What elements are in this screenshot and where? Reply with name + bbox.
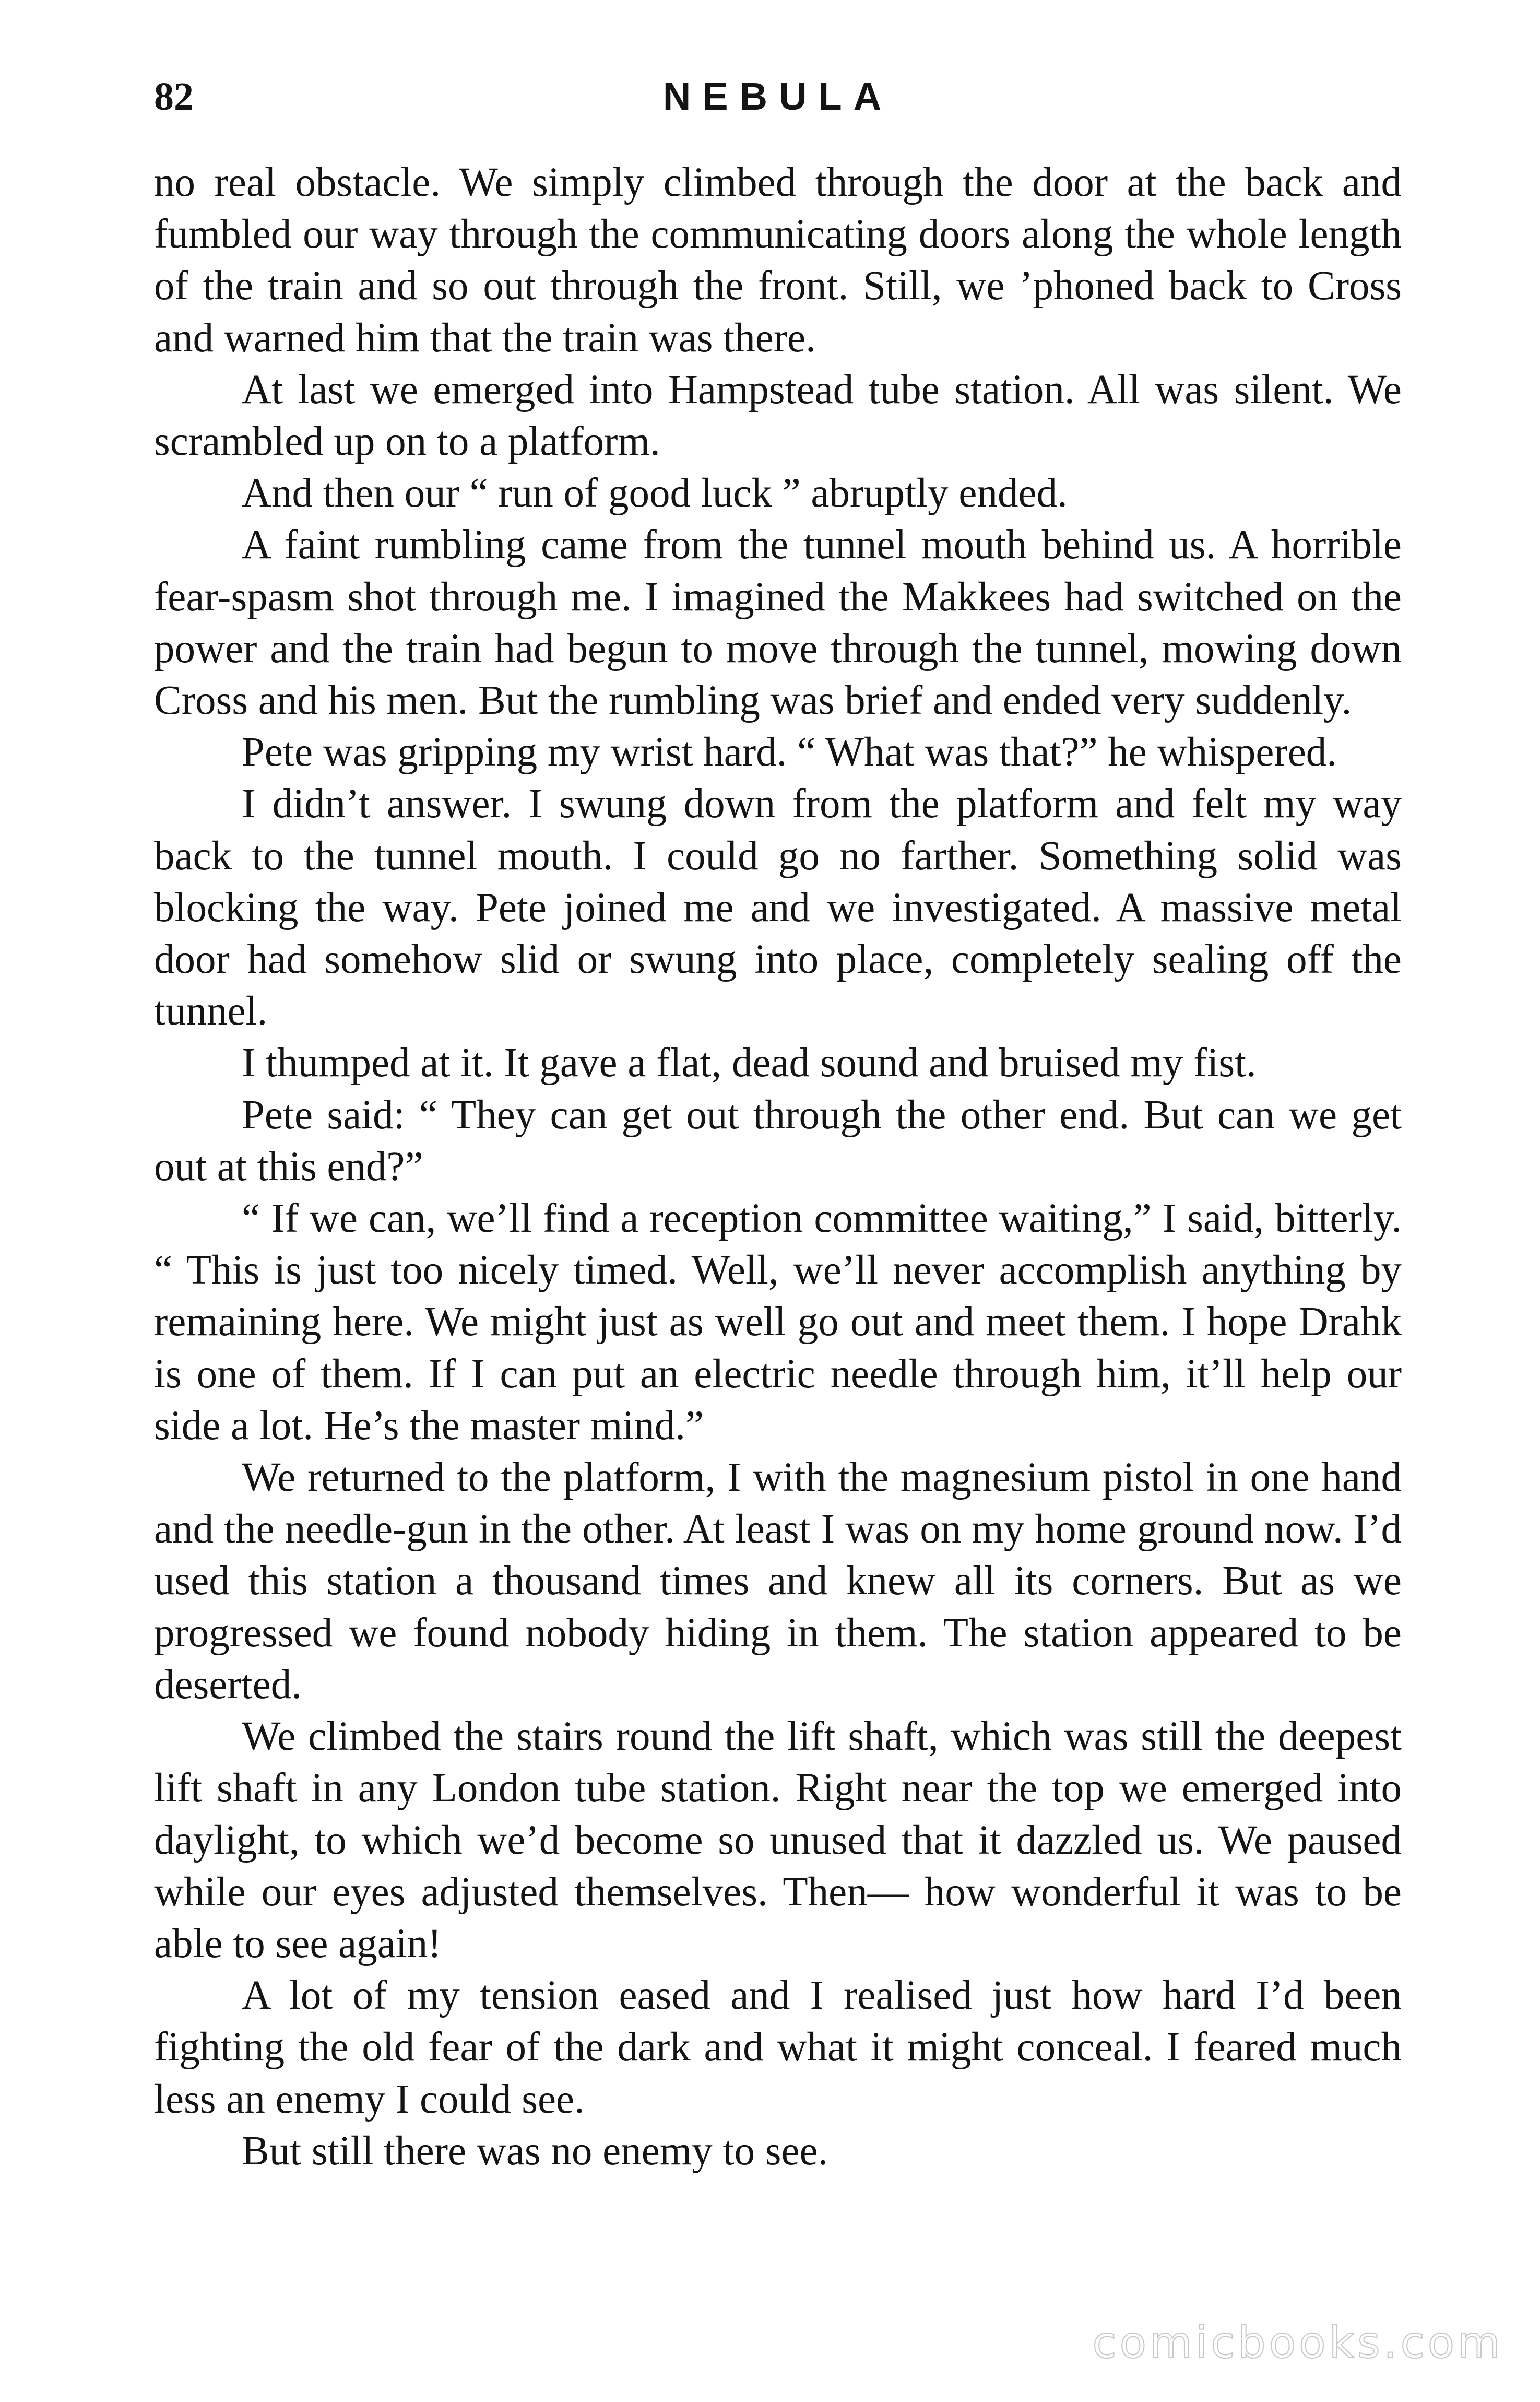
paragraph: Pete was gripping my wrist hard. “ What was that?” he whispered. [242, 729, 1337, 775]
paragraph: And then our “ run of good luck ” abruptly ended. [242, 470, 1068, 516]
page-number: 82 [154, 75, 194, 119]
paragraph: “ If we can, we’ll find a reception committee waiting,” I said, bitterly. “ This is just too nicely timed. Well, we’ll never accomplish anything by remaining here. We might just as well go out and meet them. I hope Drahk is one of them. If I can put an electric needle through him, it’ll help our side a lot. He’s the master mind.” [154, 1196, 1402, 1449]
paragraph: But still there was no enemy to see. [242, 2128, 828, 2174]
body-text [154, 157, 1402, 2177]
paragraph: We returned to the platform, I with the magnesium pistol in one hand and the needle-gun in the other. At least I was on my home ground now. I’d used this station a thousand times and knew all its corners. But as we progressed we found nobody hiding in them. The station appeared to be deserted. [154, 1455, 1402, 1708]
paragraph: Pete said: “ They can get out through the other end. But can we get out at this end?” [154, 1092, 1402, 1190]
paragraph: We climbed the stairs round the lift shaft, which was still the deepest lift shaft in any London tube station. Right near the top we emerged into daylight, to which we’d become so unused that it dazzled us. We paused while our eyes adjusted themselves. Then— how wonderful it was to be able to see again! [154, 1714, 1402, 1967]
running-title: NEBULA [662, 75, 893, 118]
paragraph: A faint rumbling came from the tunnel mouth behind us. A horrible fear-spasm shot through me. I imagined the Makkees had switched on the power and the train had begun to move through the tunnel, mowing down Cross and his men. But the rumbling was brief and ended very suddenly. [154, 522, 1402, 724]
paragraph: no real obstacle. We simply climbed through the door at the back and fumbled our way through the communicating doors along the whole length of the train and so out through the front. Still, we ’phoned back to Cross and warned him that the train was there. [154, 160, 1402, 361]
paragraph: I thumped at it. It gave a flat, dead sound and bruised my fist. [242, 1040, 1257, 1086]
paragraph: A lot of my tension eased and I realised just how hard I’d been fighting the old fear of the dark and what it might conceal. I feared much less an enemy I could see. [154, 1973, 1402, 2122]
paragraph: I didn’t answer. I swung down from the platform and felt my way back to the tunnel mouth. I could go no farther. Something solid was blocking the way. Pete joined me and we investigated. A massive metal door had somehow slid or swung into place, completely sealing off the tunnel. [154, 781, 1402, 1034]
paragraph: At last we emerged into Hampstead tube station. All was silent. We scrambled up on to a platform. [154, 367, 1402, 465]
watermark: comicbooks.com [1092, 2317, 1503, 2368]
page-header [154, 65, 1402, 128]
